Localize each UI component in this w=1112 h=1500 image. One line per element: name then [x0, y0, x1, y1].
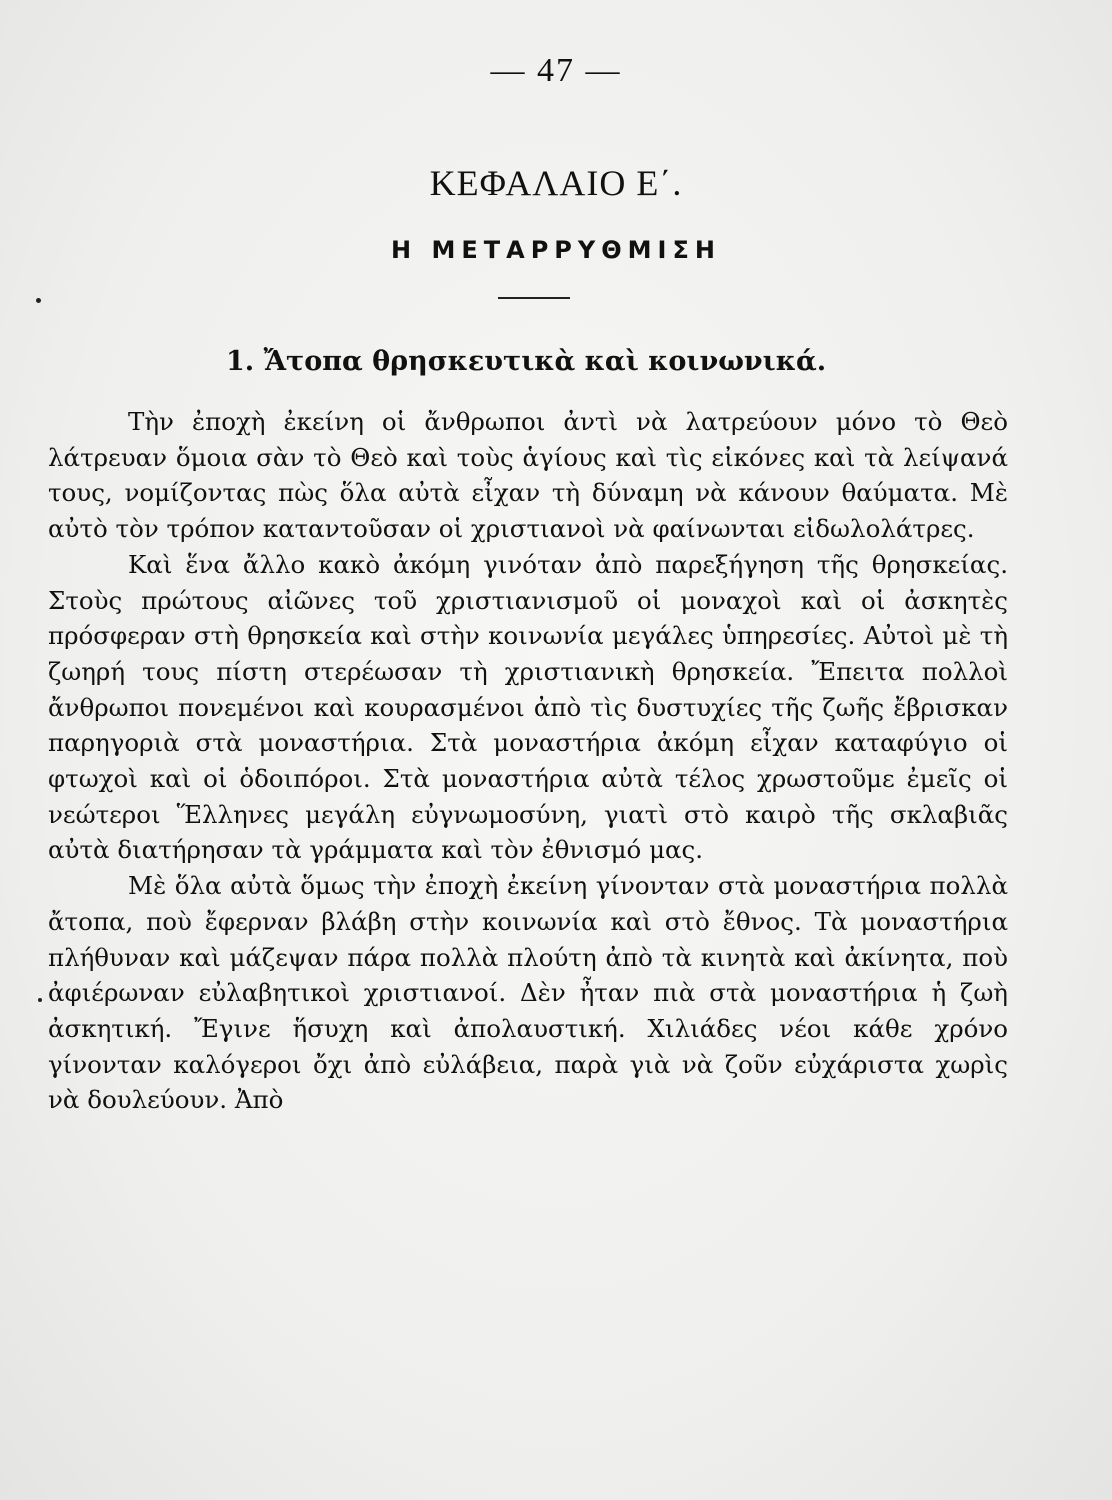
- paragraph: Μὲ ὅλα αὐτὰ ὅμως τὴν ἐποχὴ ἐκείνη γίνονταν στὰ μοναστήρια πολλὰ ἄτοπα, ποὺ ἔφερναν βλάβη στὴν κοινωνία καὶ στὸ ἔθνος. Τὰ μοναστήρια πλήθυναν καὶ μάζεψαν πάρα πολλὰ πλούτη ἀπὸ τὰ κινητὰ καὶ ἀκίνητα, ποὺ ἀφιέρωναν εὐλαβητικοὶ χριστιανοί. Δὲν ἦταν πιὰ στὰ μοναστήρια ἡ ζωὴ ἀσκητική. Ἔγινε ἥσυχη καὶ ἀπολαυστική. Χιλιάδες νέοι κάθε χρόνο γίνονταν καλόγεροι ὄχι ἀπὸ εὐλάβεια, παρὰ γιὰ νὰ ζοῦν εὐχάριστα χωρὶς νὰ δουλεύουν. Ἀπὸ: [48, 871, 1008, 1115]
- paragraph: Καὶ ἕνα ἄλλο κακὸ ἀκόμη γινόταν ἀπὸ παρεξήγηση τῆς θρησκείας. Στοὺς πρώτους αἰῶνες τοῦ χριστιανισμοῦ οἱ μοναχοὶ καὶ οἱ ἀσκητὲς πρόσφεραν στὴ θρησκεία καὶ στὴν κοινωνία μεγάλες ὑπηρεσίες. Αὐτοὶ μὲ τὴ ζωηρή τους πίστη στερέωσαν τὴ χριστιανικὴ θρησκεία. Ἔπειτα πολλοὶ ἄνθρωποι πονεμένοι καὶ κουρασμένοι ἀπὸ τὶς δυστυχίες τῆς ζωῆς ἔβρισκαν παρηγοριὰ στὰ μοναστήρια. Στὰ μοναστήρια ἀκόμη εἶχαν καταφύγιο οἱ φτωχοὶ καὶ οἱ ὁδοιπόροι. Στὰ μοναστήρια αὐτὰ τέλος χρωστοῦμε ἐμεῖς οἱ νεώτεροι Ἕλληνες μεγάλη εὐγνωμοσύνη, γιατὶ στὸ καιρὸ τῆς σκλαβιᾶς αὐτὰ διατήρησαν τὰ γράμματα καὶ τὸν ἐθνισμό μας.: [48, 549, 1008, 865]
- title-divider: [498, 297, 570, 299]
- page-number: — 47 —: [490, 52, 622, 89]
- chapter-subtitle: Η ΜΕΤΑΡΡΥΘΜΙΣΗ: [391, 236, 721, 264]
- section-heading: 1. Ἄτοπα θρησκευτικὰ καὶ κοινωνικά.: [226, 346, 827, 377]
- chapter-title: ΚΕΦΑΛΑΙΟ Ε΄.: [429, 163, 683, 203]
- print-speck: [36, 298, 41, 303]
- body-text: [48, 404, 1008, 1118]
- paragraph: Τὴν ἐποχὴ ἐκείνη οἱ ἄνθρωποι ἀντὶ νὰ λατρεύουν μόνο τὸ Θεὸ λάτρευαν ὅμοια σὰν τὸ Θεὸ καὶ τοὺς ἁγίους καὶ τὶς εἰκόνες καὶ τὰ λείψανά τους, νομίζοντας πὼς ὅλα αὐτὰ εἶχαν τὴ δύναμη νὰ κάνουν θαύματα. Μὲ αὐτὸ τὸν τρόπον καταντοῦσαν οἱ χριστιανοὶ νὰ φαίνωνται εἰδωλολάτρες.: [48, 407, 1008, 544]
- print-speck: [38, 998, 42, 1002]
